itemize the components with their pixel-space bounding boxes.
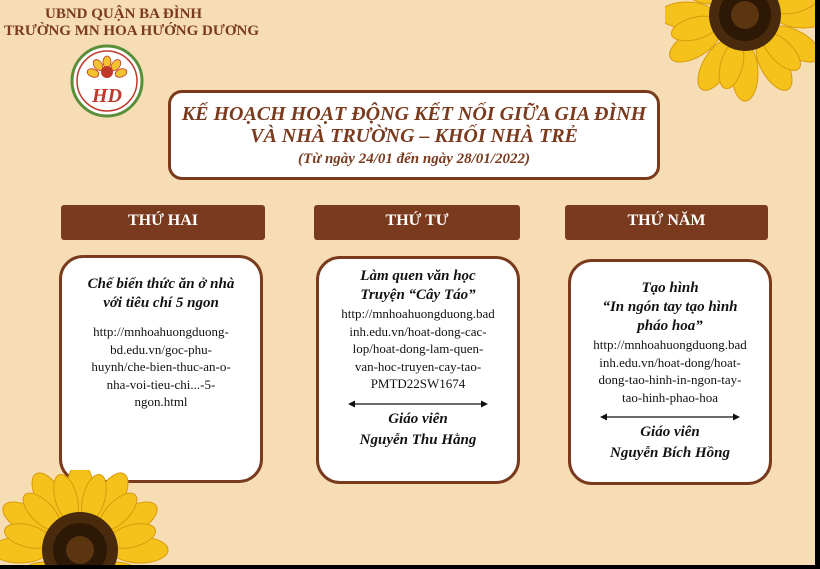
activity-line: pháo hoa” <box>637 318 703 334</box>
activity-link[interactable]: tao-hinh-phao-hoa <box>621 389 719 405</box>
activity-card-wednesday <box>316 256 520 484</box>
activity-link[interactable]: http://mnhoahuongduong- <box>93 324 229 339</box>
activity-line: với tiêu chí 5 ngon <box>103 295 219 311</box>
teacher-name: Nguyễn Thu Hằng <box>359 431 477 448</box>
activity-link[interactable]: nha-voi-tieu-chi...-5- <box>106 376 216 392</box>
activity-link[interactable]: http://mnhoahuongduong.bad <box>593 337 747 352</box>
teacher-label: Giáo viên <box>388 410 448 427</box>
activity-line: “In ngón tay tạo hình <box>602 299 738 315</box>
activity-link[interactable]: http://mnhoahuongduong.bad <box>341 306 495 321</box>
activity-line: Truyện “Cây Táo” <box>360 287 476 303</box>
day-banner-thursday: THỨ NĂM <box>565 205 768 240</box>
activity-card-monday <box>59 255 263 483</box>
title-line-2: VÀ NHÀ TRƯỜNG – KHỐI NHÀ TRẺ <box>250 125 578 147</box>
double-arrow-divider <box>600 412 740 422</box>
logo-text: HD <box>92 85 122 107</box>
sunflower-icon <box>0 470 180 565</box>
activity-link[interactable]: lop/hoat-dong-lam-quen- <box>352 341 484 356</box>
school-logo-icon <box>70 44 144 118</box>
district-name: UBND QUẬN BA ĐÌNH <box>45 6 203 22</box>
activity-link[interactable]: PMTD22SW1674 <box>370 376 466 391</box>
title-date-range: (Từ ngày 24/01 đến ngày 28/01/2022) <box>298 151 530 167</box>
title-line-1: KẾ HOẠCH HOẠT ĐỘNG KẾT NỐI GIỮA GIA ĐÌNH <box>181 103 647 125</box>
school-name: TRƯỜNG MN HOA HƯỚNG DƯƠNG <box>4 23 259 39</box>
activity-link[interactable]: bd.edu.vn/goc-phu- <box>110 341 212 357</box>
teacher-name: Nguyễn Bích Hồng <box>609 445 730 461</box>
activity-link[interactable]: huynh/che-bien-thuc-an-o- <box>91 359 231 374</box>
activity-line: Tạo hình <box>641 280 699 296</box>
activity-link[interactable]: inh.edu.vn/hoat-dong/hoat- <box>599 354 741 370</box>
day-banner-wednesday: THỨ TƯ <box>314 205 520 240</box>
plan-title-box <box>168 90 660 180</box>
activity-line: Làm quen văn học <box>360 268 476 284</box>
activity-line: Chế biến thức ăn ở nhà <box>87 276 235 292</box>
activity-link[interactable]: van-hoc-truyen-cay-tao- <box>354 358 482 374</box>
teacher-label: Giáo viên <box>640 424 700 440</box>
sunflower-icon <box>665 0 815 120</box>
double-arrow-divider <box>348 399 488 409</box>
activity-link[interactable]: inh.edu.vn/hoat-dong-cac- <box>349 323 487 339</box>
activity-link[interactable]: dong-tao-hinh-in-ngon-tay- <box>598 372 742 387</box>
activity-card-thursday <box>568 259 772 485</box>
day-banner-monday: THỨ HAI <box>61 205 265 240</box>
activity-link[interactable]: ngon.html <box>134 394 188 409</box>
